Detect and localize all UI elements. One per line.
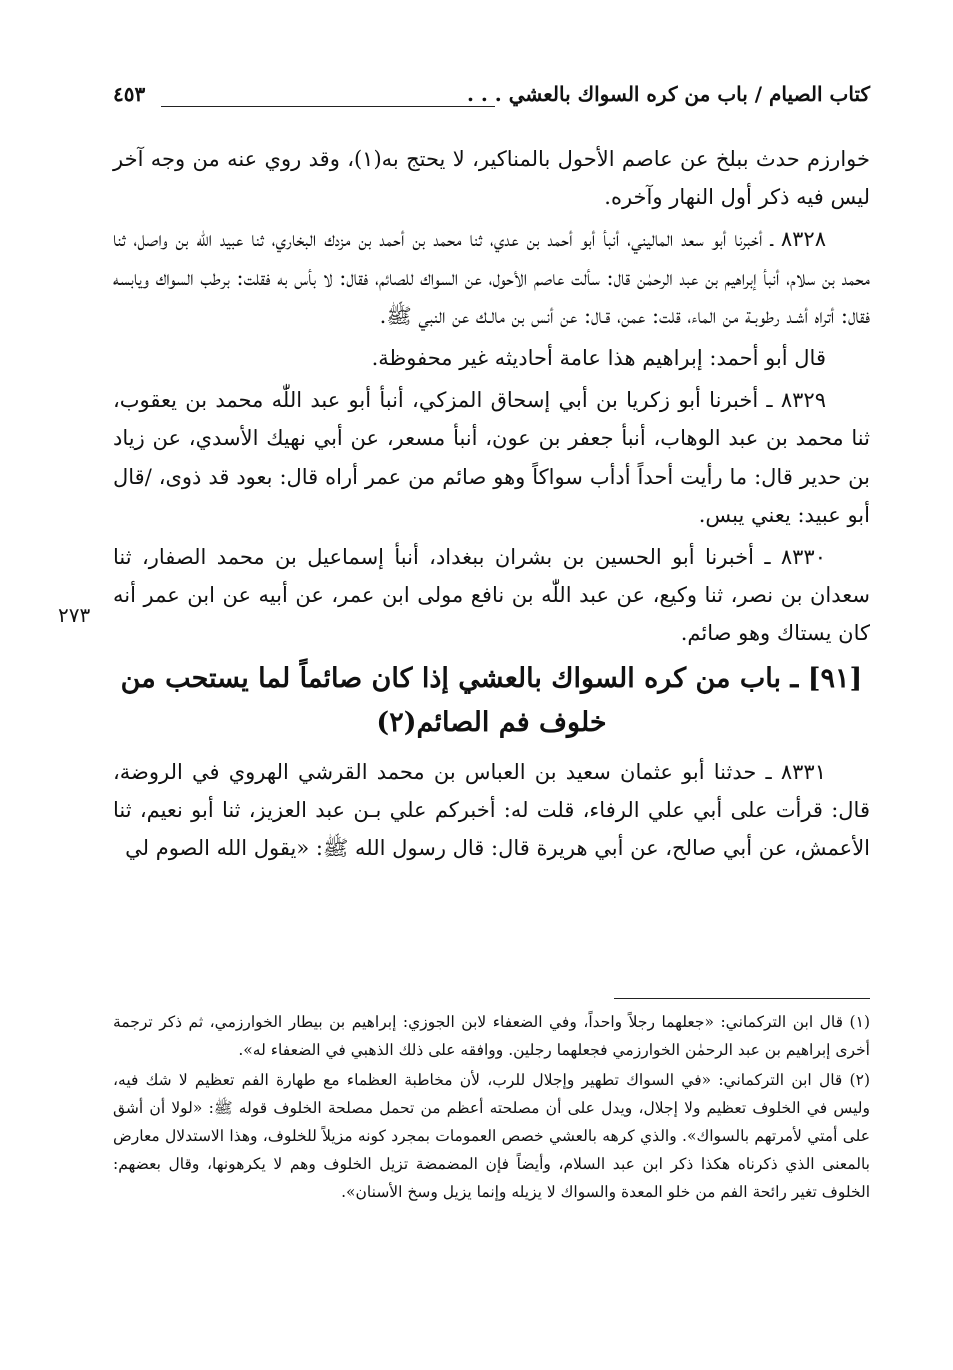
- hadith-8329: ٨٣٢٩ ـ أخبرنا أبو زكريا بن أبي إسحاق المزكي، أنبأ أبو عبد اللّٰه محمد بن يعقوب، ثنا محمد بن عبد الوهاب، أنبأ جعفر بن عون، أنبأ مسعر، عن أبي نهيك الأسدي، عن زياد بن حدير قال: ما رأيت أحداً أدأب سواكاً وهو صائم من عمر أراه قال: بعود قد ذوى، /قال أبو عبيد: يعني يبس.: [113, 388, 870, 527]
- header-rule: [161, 106, 495, 107]
- hadith-8331: ٨٣٣١ ـ حدثنا أبو عثمان سعيد بن العباس بن محمد القرشي الهروي في الروضة، قال: قرأت على أبي علي الرفاء، قلت له: أخبركم علي بـن عبد العزيز، ثنا أبو نعيم، ثنا الأعمش، عن أبي صالح، عن أبي هريرة قال: قال رسول الله ﷺ: «يقول الله الصوم لي: [113, 759, 870, 861]
- hadith-8328: ٨٣٢٨ ـ أخبرنا أبو سعد الماليني، أنبأ أبو أحمد بن عدي، ثنا محمد بن أحمد بن مزدك البخاري، ثنا عبيد الله بن واصل، ثنا محمد بن سلام، أنبأ إبراهيم بن عبد الرحمٰن قال: سألت عاصم الأحول، عن السواك للصائم، فقال: لا بأس به فقلت: برطب السواك ويابسه فقال: أتراه أشـد رطوبـة من الماء، قلت: عمن، قـال: عن أنس بن مالـك عن النبي ﷺ.: [113, 227, 870, 328]
- footnote-1: (١) قال ابن التركماني: «جعلهما رجلاً واحداً، وفي الضعفاء لابن الجوزي: إبراهيم بن بيطار الخوارزمي، ثم ذكر ترجمة أخرى إبراهيم بن عبد الرحمٰن الخوارزمي فجعلهما رجلين. ووافقه على ذلك الذهبي في الضعفاء له».: [113, 1013, 870, 1059]
- running-title: كتاب الصيام / باب من كره السواك بالعشي . . .: [466, 82, 870, 106]
- footnote-separator: [614, 998, 870, 999]
- margin-page-reference: ٢٧٣: [58, 603, 91, 627]
- footnote-2: (٢) قال ابن التركماني: «في السواك تطهير وإجلال للرب، لأن مخاطبة العظماء مع طهارة الفم تعظيم لا شك فيه، وليس في الخلوف تعظيم ولا إجلال، ويدل على أن مصلحته أعظم من تحمل مصلحة الخلوف قوله ﷺ: «لولا أن أشق على أمتي لأمرتهم بالسواك». والذي كرهه بالعشي خصص العمومات بمجرد كونه مزيلاً للخلوف، وهذا الاستدلال معارض بالمعنى الذي ذكرناه هكذا ذكر ابن عبد السلام، وأيضاً فإن المضمضة تزيل الخلوف وهم لا يكرهونها، وقال بعضهم: الخلوف تغير رائحة الفم من خلو المعدة والسواك لا يزيله وإنما يزيل وسخ الأسنان».: [113, 1071, 870, 1201]
- commentary-abu-ahmad: قال أبو أحمد: إبراهيم هذا عامة أحاديثه غير محفوظة.: [371, 346, 826, 371]
- footnotes: [113, 1008, 870, 1208]
- main-text: [113, 140, 870, 871]
- page-header: [113, 82, 870, 116]
- paragraph-continuation: خوارزم حدث ببلخ عن عاصم الأحول بالمناكير، لا يحتج به(١)، وقد روي عنه من وجه آخر ليس فيه ذكر أول النهار وآخره.: [113, 147, 870, 210]
- chapter-heading: [٩١] ـ باب من كره السواك بالعشي إذا كان صائماً لما يستحب من خلوف فم الصائم(٢): [120, 662, 863, 738]
- page-number: ٤٥٣: [113, 82, 146, 106]
- hadith-8330: ٨٣٣٠ ـ أخبرنا أبو الحسين بن بشران ببغداد، أنبأ إسماعيل بن محمد الصفار، ثنا سعدان بن نصر، ثنا وكيع، عن عبد اللّٰه بن نافع مولى ابن عمر، عن أبيه عن ابن عمر أنه كان يستاك وهو صائم.: [113, 545, 870, 646]
